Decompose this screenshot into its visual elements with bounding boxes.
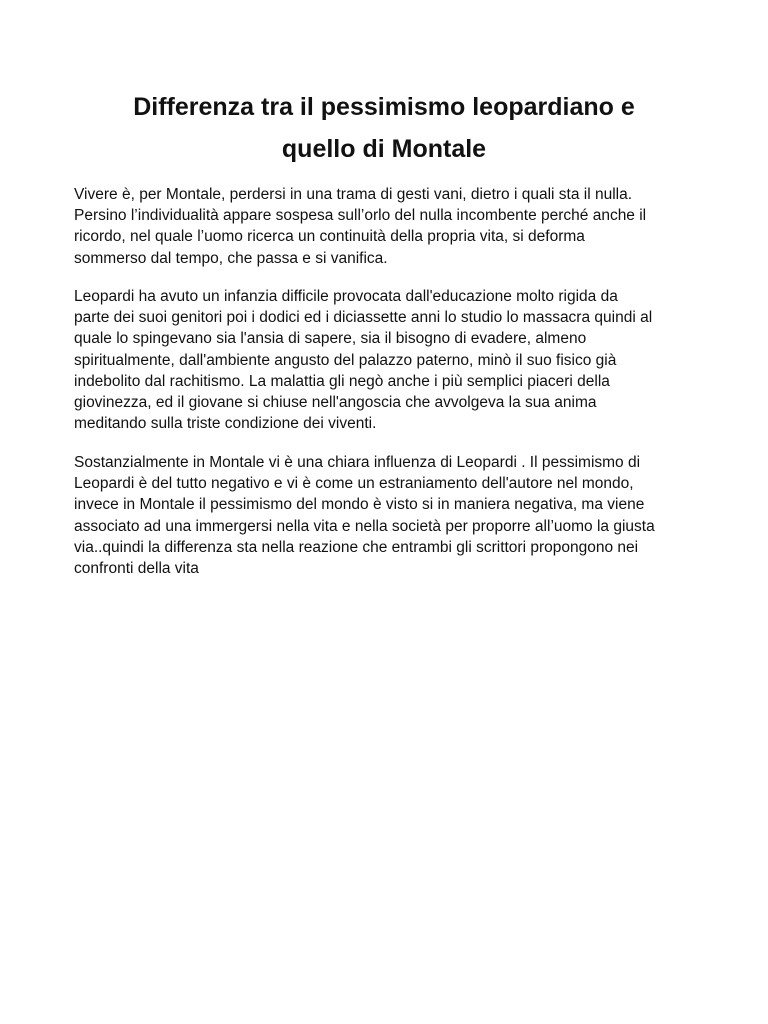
paragraph-line: confronti della vita — [74, 560, 199, 578]
paragraph-line: spiritualmente, dall'ambiente angusto del palazzo paterno, minò il suo fisico già — [74, 351, 617, 369]
paragraph-line: invece in Montale il pessimismo del mondo è visto si in maniera negativa, ma viene — [74, 496, 645, 514]
paragraph-line: Sostanzialmente in Montale vi è una chiara influenza di Leopardi . Il pessimismo di — [74, 454, 641, 471]
paragraph-line: via..quindi la differenza sta nella reazione che entrambi gli scrittori propongono nei — [74, 538, 639, 556]
paragraph-line: parte dei suoi genitori poi i dodici ed i diciassette anni lo studio lo massacra quindi al — [74, 309, 653, 327]
paragraph-line: Persino l’individualità appare sospesa sull’orlo del nulla incombente perché anche il — [74, 207, 647, 225]
paragraph-line: giovinezza, ed il giovane si chiuse nell'angoscia che avvolgeva la sua anima — [74, 394, 597, 412]
paragraph-line: Vivere è, per Montale, perdersi in una trama di gesti vani, dietro i quali sta il nulla. — [74, 186, 633, 203]
paragraph-line: indebolito dal rachitismo. La malattia gli negò anche i più semplici piaceri della — [74, 372, 610, 390]
paragraph-line: quale lo spingevano sia l'ansia di sapere, sia il bisogno di evadere, almeno — [74, 330, 587, 348]
paragraph-line: ricordo, nel quale l’uomo ricerca un continuità della propria vita, si deforma — [74, 228, 585, 246]
paragraph-line: Leopardi ha avuto un infanzia difficile provocata dall'educazione molto rigida da — [74, 288, 618, 305]
paragraph-line: Leopardi è del tutto negativo e vi è come un estraniamento dell'autore nel mondo, — [74, 475, 634, 493]
paragraph-montale-life — [74, 184, 646, 269]
title-line: Differenza tra il pessimismo leopardiano e — [133, 93, 635, 121]
paragraph-comparison — [74, 452, 655, 579]
document-title — [80, 86, 688, 170]
paragraph-line: sommerso dal tempo, che passa e si vanifica. — [74, 249, 388, 267]
paragraph-line: associato ad una immergersi nella vita e nella società per proporre all’uomo la giusta — [74, 517, 655, 535]
paragraph-line: meditando sulla triste condizione dei viventi. — [74, 415, 377, 433]
paragraph-leopardi-childhood — [74, 286, 652, 434]
title-line: quello di Montale — [281, 135, 487, 163]
